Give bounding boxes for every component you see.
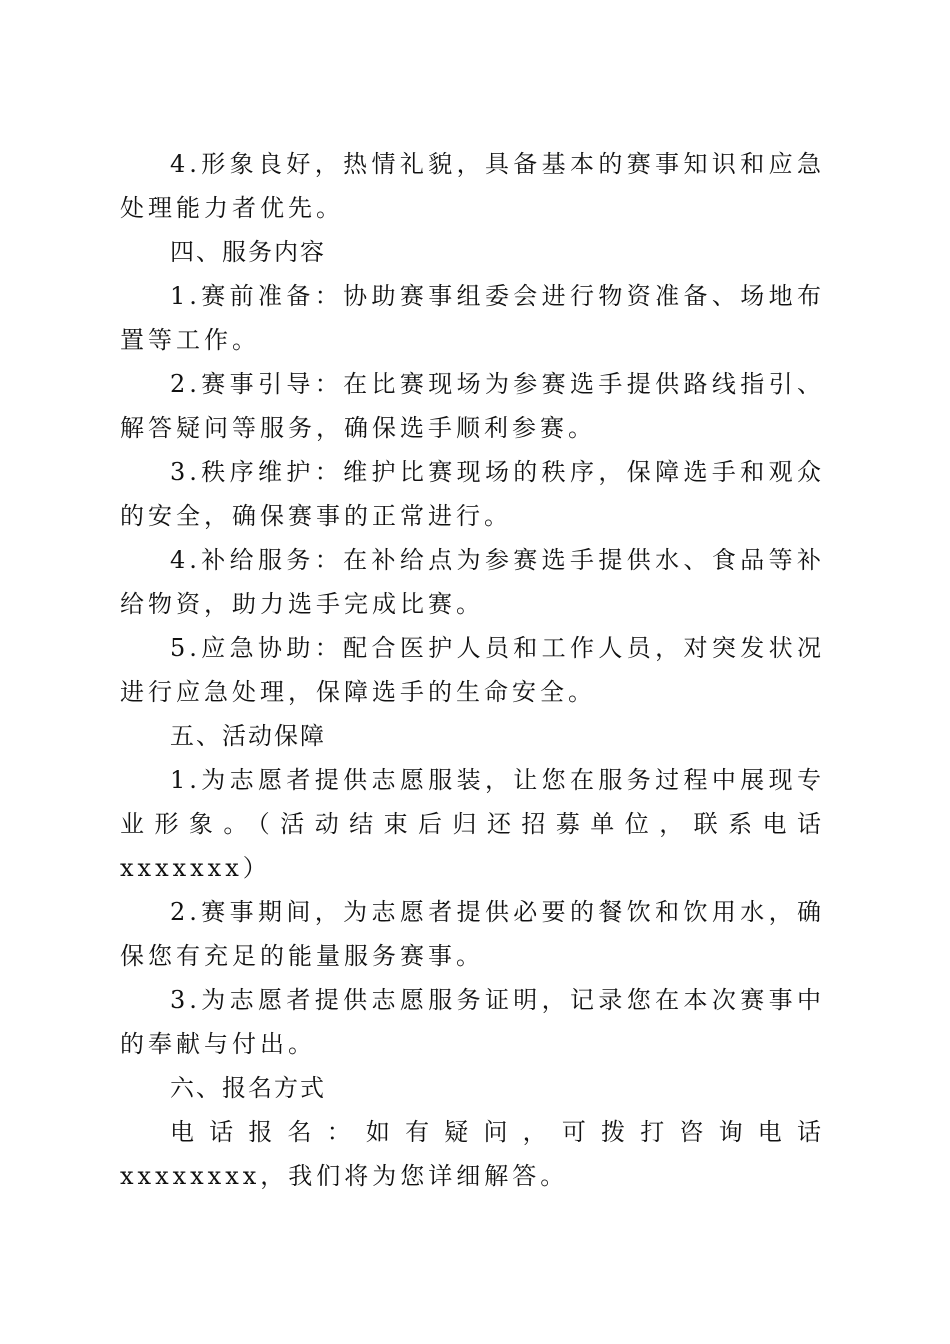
support-item-certificate: 3.为志愿者提供志愿服务证明，记录您在本次赛事中的奉献与付出。: [120, 986, 825, 1058]
service-item-supply-service: 4.补给服务：在补给点为参赛选手提供水、食品等补给物资，助力选手完成比赛。: [120, 546, 825, 618]
section-heading-registration: 六、报名方式: [170, 1074, 326, 1102]
service-item-order-maintenance: 3.秩序维护：维护比赛现场的秩序，保障选手和观众的安全，确保赛事的正常进行。: [120, 458, 825, 530]
service-item-pre-race-preparation: 1.赛前准备：协助赛事组委会进行物资准备、场地布置等工作。: [120, 282, 825, 354]
document-body: [120, 142, 825, 1198]
service-item-emergency-assistance: 5.应急协助：配合医护人员和工作人员，对突发状况进行应急处理，保障选手的生命安全。: [120, 634, 825, 706]
section-heading-activity-support: 五、活动保障: [170, 722, 326, 750]
section-heading-service-content: 四、服务内容: [170, 238, 326, 266]
requirement-item-4: 4.形象良好，热情礼貌，具备基本的赛事知识和应急处理能力者优先。: [120, 150, 825, 222]
support-item-meals: 2.赛事期间，为志愿者提供必要的餐饮和饮用水，确保您有充足的能量服务赛事。: [120, 898, 825, 970]
registration-phone-info: 电话报名：如有疑问，可拨打咨询电话 xxxxxxxx，我们将为您详细解答。: [120, 1118, 825, 1190]
support-item-uniform: 1.为志愿者提供志愿服装，让您在服务过程中展现专业形象。（活动结束后归还招募单位，联系电话 xxxxxxx）: [120, 766, 825, 882]
service-item-race-guidance: 2.赛事引导：在比赛现场为参赛选手提供路线指引、解答疑问等服务，确保选手顺利参赛。: [120, 370, 825, 442]
